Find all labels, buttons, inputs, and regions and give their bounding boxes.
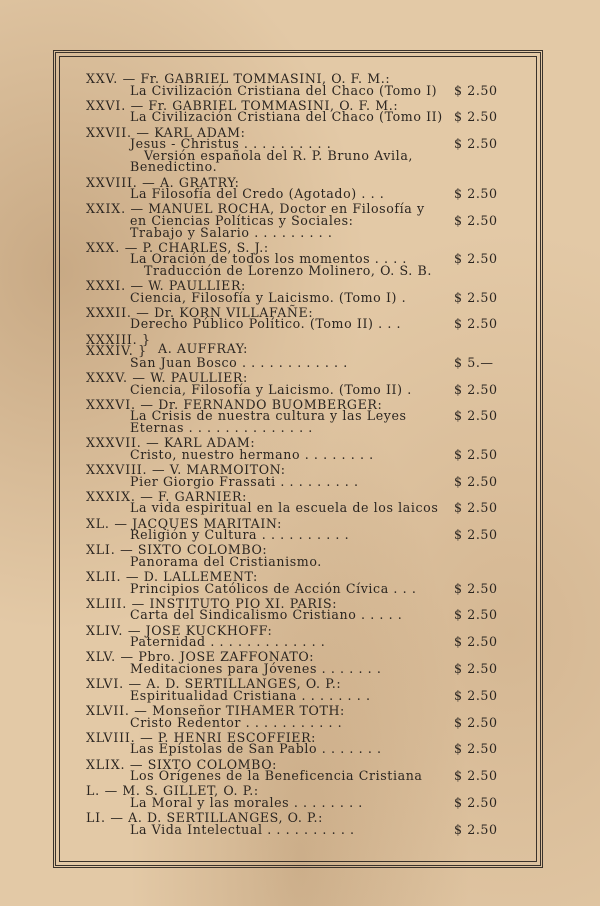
entry-number: XXXVI. bbox=[86, 396, 136, 412]
entry-author: — INSTITUTO PIO XI. PARIS: bbox=[131, 595, 338, 611]
catalog-entry bbox=[86, 785, 516, 808]
entry-number: XLVIII. bbox=[86, 729, 136, 745]
entry-price: $ 2.50 bbox=[454, 289, 498, 305]
entry-author: — KARL ADAM: bbox=[146, 435, 256, 451]
entry-number: L. bbox=[86, 783, 100, 799]
catalog-entry bbox=[86, 702, 516, 730]
entry-number: XXXVII. bbox=[86, 435, 142, 451]
entry-title-line: Ciencia, Filosofía y Laicismo. (Tomo I) . $ 2.50 bbox=[86, 292, 516, 304]
entry-author: — MANUEL ROCHA, Doctor en Filosofía y bbox=[130, 201, 425, 217]
entry-number: XLVI. bbox=[86, 676, 124, 692]
entry-author: — KARL ADAM: bbox=[136, 124, 246, 140]
catalog-entry bbox=[86, 304, 516, 332]
entry-price: $ 2.50 bbox=[454, 741, 498, 757]
entry-number: XLV. bbox=[86, 649, 116, 665]
catalog-entry bbox=[86, 544, 516, 567]
entry-title-line: Meditaciones para Jóvenes . . . . . . . $ 2.50 bbox=[86, 663, 516, 675]
entry-number-second: XXXIV. bbox=[86, 343, 134, 359]
entry-author: — JOSE KUCKHOFF: bbox=[127, 622, 273, 638]
entry-author: — P. CHARLES, S. J.: bbox=[124, 239, 269, 255]
entry-title-line: La vida espiritual en la escuela de los laicos $ 2.50 bbox=[86, 502, 516, 514]
entry-number: LI. bbox=[86, 810, 106, 826]
book-catalog-list bbox=[86, 73, 516, 835]
entry-author: — Fr. GABRIEL TOMMASINI, O. F. M.: bbox=[122, 71, 391, 86]
entry-author: — W. PAULLIER: bbox=[132, 370, 248, 385]
entry-number: XL. bbox=[86, 515, 110, 531]
entry-author: — SIXTO COLOMBO: bbox=[129, 756, 277, 772]
entry-author: — A. GRATRY: bbox=[142, 174, 240, 190]
entry-price: $ 5.— bbox=[454, 354, 494, 370]
catalog-entry bbox=[86, 812, 516, 835]
entry-title-line: Derecho Público Político. (Tomo II) . . . $ 2.50 bbox=[86, 318, 516, 330]
entry-author: — JACQUES MARITAIN: bbox=[114, 515, 282, 531]
catalog-entry bbox=[86, 571, 516, 594]
entry-title-line: Cristo Redentor . . . . . . . . . . . $ 2.50 bbox=[86, 717, 516, 729]
catalog-entry bbox=[86, 461, 516, 489]
entry-number: XXX. bbox=[86, 239, 121, 255]
entry-title-line: La Crisis de nuestra cultura y las Leyes $ 2.50 bbox=[86, 410, 516, 422]
entry-price: $ 2.50 bbox=[454, 794, 498, 810]
entry-number: XXXIII. bbox=[86, 331, 138, 347]
entry-price: $ 2.50 bbox=[454, 500, 498, 516]
entry-author: — W. PAULLIER: bbox=[130, 278, 246, 294]
entry-title-line: Principios Católicos de Acción Cívica . . . $ 2.50 bbox=[86, 583, 516, 595]
entry-author: — F. GARNIER: bbox=[140, 488, 247, 504]
entry-title-line: San Juan Bosco . . . . . . . . . . . . $ 5.— bbox=[86, 357, 516, 369]
entry-title-line: Carta del Sindicalismo Cristiano . . . . . $ 2.50 bbox=[86, 609, 516, 621]
catalog-entry bbox=[86, 203, 516, 238]
entry-price: $ 2.50 bbox=[454, 714, 498, 730]
entry-author: — Dr. KORN VILLAFAÑE: bbox=[136, 304, 314, 320]
entry-author: — Pbro. JOSE ZAFFONATO: bbox=[120, 649, 315, 665]
entry-number: XXVI. bbox=[86, 97, 127, 113]
entry-title-line: en Ciencias Políticas y Sociales: $ 2.50 bbox=[86, 215, 516, 227]
entry-number: XXXII. bbox=[86, 304, 132, 320]
entry-price: $ 2.50 bbox=[454, 821, 498, 837]
entry-title-line: Religión y Cultura . . . . . . . . . . $ 2.50 bbox=[86, 529, 516, 541]
entry-price: $ 2.50 bbox=[454, 661, 498, 676]
entry-price: $ 2.50 bbox=[454, 212, 498, 228]
entry-title-line: Ciencia, Filosofía y Laicismo. (Tomo II) . $ 2.50 bbox=[86, 384, 516, 396]
catalog-entry bbox=[86, 396, 516, 435]
entry-title-line: La Vida Intelectual . . . . . . . . . . $ 2.50 bbox=[86, 824, 516, 836]
catalog-entry bbox=[86, 239, 516, 278]
catalog-entry bbox=[86, 756, 516, 784]
entry-title-line: Versión española del R. P. Bruno Avila, bbox=[144, 147, 414, 163]
entry-author: — Fr. GABRIEL TOMMASINI, O. F. M.: bbox=[130, 97, 399, 113]
catalog-entry bbox=[86, 97, 516, 125]
entry-price: $ 2.50 bbox=[454, 446, 498, 462]
entry-price: $ 2.50 bbox=[454, 473, 498, 489]
entry-number: XLVII. bbox=[86, 702, 130, 718]
catalog-entry bbox=[86, 372, 516, 395]
entry-number: XXV. bbox=[86, 71, 119, 86]
entry-number: XXXIX. bbox=[86, 488, 136, 504]
entry-number: XXXI. bbox=[86, 278, 126, 294]
entry-title-line: Pier Giorgio Frassati . . . . . . . . . $ 2.50 bbox=[86, 476, 516, 488]
entry-title-line: Traducción de Lorenzo Molinero, O. S. B. bbox=[144, 262, 432, 278]
entry-number: XXIX. bbox=[86, 201, 126, 217]
catalog-entry bbox=[86, 678, 516, 701]
entry-title-line: Los Orígenes de la Beneficencia Cristiana $ 2.50 bbox=[86, 770, 516, 782]
entry-number: XXXVIII. bbox=[86, 461, 148, 477]
entry-price: $ 2.50 bbox=[454, 186, 498, 202]
entry-price: $ 2.50 bbox=[454, 408, 498, 424]
entry-author: — Monseñor TIHAMER TOTH: bbox=[134, 702, 345, 718]
entry-number: XXVIII. bbox=[86, 174, 138, 190]
entry-price: $ 2.50 bbox=[454, 251, 498, 267]
catalog-entry bbox=[86, 280, 516, 303]
entry-price: $ 2.50 bbox=[454, 634, 498, 650]
entry-title-line: Cristo, nuestro hermano . . . . . . . . $ 2.50 bbox=[86, 449, 516, 461]
entry-title-line: Trabajo y Salario . . . . . . . . . bbox=[130, 224, 333, 240]
entry-price: $ 2.50 bbox=[454, 607, 498, 623]
entry-title-line: Eternas . . . . . . . . . . . . . . bbox=[130, 419, 313, 435]
entry-author: — A. D. SERTILLANGES, O. P.: bbox=[110, 810, 324, 826]
catalog-entry bbox=[86, 124, 516, 175]
catalog-entry bbox=[86, 331, 516, 370]
catalog-entry bbox=[86, 488, 516, 516]
entry-title-line: Paternidad . . . . . . . . . . . . . $ 2.50 bbox=[86, 636, 516, 648]
entry-number: XXVII. bbox=[86, 124, 132, 140]
entry-title-line: La Civilización Cristiana del Chaco (Tomo I) $ 2.50 bbox=[86, 85, 516, 97]
entry-price: $ 2.50 bbox=[454, 768, 498, 784]
brace-glyph: } bbox=[133, 343, 147, 359]
catalog-entry bbox=[86, 73, 516, 96]
catalog-entry bbox=[86, 174, 516, 202]
entry-title-line: La Oración de todos los momentos . . . . $ 2.50 bbox=[86, 253, 516, 265]
brace-glyph: } bbox=[137, 331, 151, 347]
entry-author: — SIXTO COLOMBO: bbox=[120, 542, 268, 558]
entry-price: $ 2.50 bbox=[454, 527, 498, 543]
entry-price: $ 2.50 bbox=[454, 136, 498, 152]
entry-title-line: Jesus - Christus . . . . . . . . . . $ 2.50 bbox=[86, 138, 516, 150]
catalog-entry bbox=[86, 437, 516, 460]
catalog-entry bbox=[86, 515, 516, 543]
entry-price: $ 2.50 bbox=[454, 109, 498, 125]
entry-number: XLIV. bbox=[86, 622, 124, 638]
entry-author: A. AUFFRAY: bbox=[158, 340, 248, 356]
entry-number: XLII. bbox=[86, 569, 122, 585]
entry-title-line: La Civilización Cristiana del Chaco (Tomo II) $ 2.50 bbox=[86, 111, 516, 123]
entry-author: — A. D. SERTILLANGES, O. P.: bbox=[128, 676, 342, 692]
entry-price: $ 2.50 bbox=[454, 381, 498, 397]
entry-title-line: Las Epístolas de San Pablo . . . . . . . $ 2.50 bbox=[86, 743, 516, 755]
catalog-entry bbox=[86, 651, 516, 674]
entry-author: — V. MARMOITON: bbox=[151, 461, 286, 477]
catalog-entry bbox=[86, 595, 516, 623]
catalog-entry bbox=[86, 729, 516, 757]
catalog-entry bbox=[86, 622, 516, 650]
entry-title-line: Panorama del Cristianismo. bbox=[130, 553, 322, 569]
entry-number: XLIX. bbox=[86, 756, 126, 772]
entry-title-line: La Filosofía del Credo (Agotado) . . . $ 2.50 bbox=[86, 188, 516, 200]
entry-price: $ 2.50 bbox=[454, 316, 498, 332]
entry-number: XLI. bbox=[86, 542, 116, 558]
entry-price: $ 2.50 bbox=[454, 687, 498, 703]
entry-price: $ 2.50 bbox=[454, 580, 498, 596]
entry-title-line: Espiritualidad Cristiana . . . . . . . . $ 2.50 bbox=[86, 690, 516, 702]
entry-number: XLIII. bbox=[86, 595, 128, 611]
entry-number: XXXV. bbox=[86, 370, 128, 385]
entry-author: — M. S. GILLET, O. P.: bbox=[104, 783, 259, 799]
entry-price: $ 2.50 bbox=[454, 82, 498, 98]
entry-author: — P. HENRI ESCOFFIER: bbox=[140, 729, 317, 745]
entry-title-line: Benedictino. bbox=[130, 159, 218, 175]
entry-author: — Dr. FERNANDO BUOMBERGER: bbox=[140, 396, 383, 412]
entry-author: — D. LALLEMENT: bbox=[125, 569, 258, 585]
entry-title-line: La Moral y las morales . . . . . . . . $ 2.50 bbox=[86, 797, 516, 809]
